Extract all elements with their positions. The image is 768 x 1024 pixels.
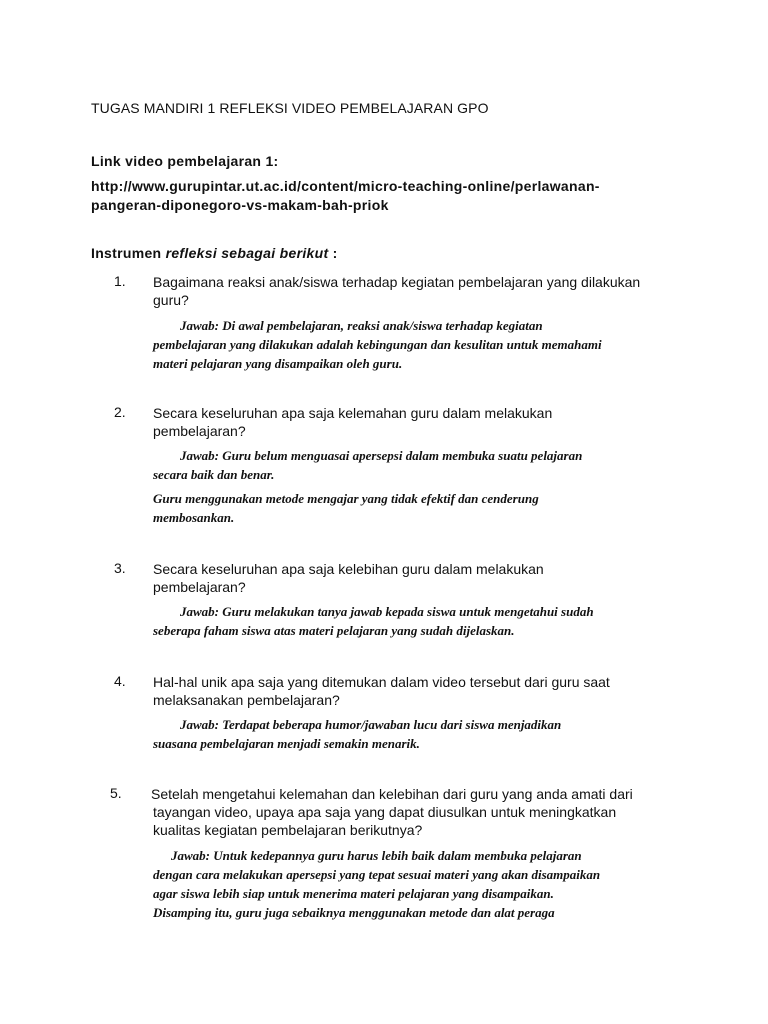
answer-line: Guru menggunakan metode mengajar yang tidak efektif dan cenderung [153,491,539,506]
document-title: TUGAS MANDIRI 1 REFLEKSI VIDEO PEMBELAJARAN GPO [91,100,489,116]
answer-text [153,715,561,753]
question-line: Secara keseluruhan apa saja kelemahan guru dalam melakukan [153,405,553,421]
answer-line: dengan cara melakukan apersepsi yang tepat sesuai materi yang akan disampaikan [153,867,601,882]
question-line: Hal-hal unik apa saja yang ditemukan dalam video tersebut dari guru saat [153,674,610,690]
question-text [153,273,640,309]
question-number: 3. [114,560,126,576]
question-line: kualitas kegiatan pembelajaran berikutnya? [153,822,423,838]
question-line: pembelajaran? [153,579,246,595]
answer-text [153,446,582,484]
question-number: 4. [114,673,126,689]
answer-line: suasana pembelajaran menjadi semakin menarik. [153,736,420,751]
answer-text [153,316,602,373]
answer-text [153,846,600,922]
answer-line: pembelajaran yang dilakukan adalah kebingungan dan kesulitan untuk memahami [153,337,602,352]
instrument-heading [91,245,338,261]
answer-line: membosankan. [153,510,235,525]
question-line: pembelajaran? [153,423,246,439]
video-url-line-1[interactable]: http://www.gurupintar.ut.ac.id/content/micro-teaching-online/perlawanan- [91,178,600,194]
video-url[interactable] [91,177,651,215]
question-line: Setelah mengetahui kelemahan dan kelebihan dari guru yang anda amati dari [151,786,633,802]
answer-line: Jawab: Untuk kedepannya guru harus lebih baik dalam membuka pelajaran [171,848,582,863]
video-url-line-2[interactable]: pangeran-diponegoro-vs-makam-bah-priok [91,197,389,213]
answer-line: Jawab: Guru belum menguasai apersepsi dalam membuka suatu pelajaran [180,448,583,463]
answer-text-continued [153,489,539,527]
question-number: 2. [114,404,126,420]
answer-line: Jawab: Guru melakukan tanya jawab kepada siswa untuk mengetahui sudah [180,604,594,619]
question-number: 5. [110,785,122,801]
question-line: Secara keseluruhan apa saja kelebihan guru dalam melakukan [153,561,544,577]
question-line: melaksanakan pembelajaran? [153,692,340,708]
question-number: 1. [114,273,126,289]
answer-line: secara baik dan benar. [153,467,275,482]
answer-line: Jawab: Terdapat beberapa humor/jawaban lucu dari siswa menjadikan [180,717,562,732]
question-text [153,560,544,596]
question-line: tayangan video, upaya apa saja yang dapat diusulkan untuk meningkatkan [153,804,617,820]
question-line: guru? [153,292,189,308]
answer-line: materi pelajaran yang disampaikan oleh guru. [153,356,403,371]
instrument-suffix: : [328,245,338,261]
instrument-prefix: Instrumen [91,245,166,261]
answer-text [153,602,594,640]
answer-line: Jawab: Di awal pembelajaran, reaksi anak/siswa terhadap kegiatan [180,318,543,333]
answer-line: agar siswa lebih siap untuk menerima materi pelajaran yang disampaikan. [153,886,554,901]
question-text [151,785,633,839]
link-label: Link video pembelajaran 1: [91,153,279,169]
answer-line: Disamping itu, guru juga sebaiknya menggunakan metode dan alat peraga [153,905,555,920]
answer-line: seberapa faham siswa atas materi pelajaran yang sudah dijelaskan. [153,623,515,638]
question-text [153,404,552,440]
question-text [153,673,610,709]
instrument-italic: refleksi sebagai berikut [165,245,329,261]
question-line: Bagaimana reaksi anak/siswa terhadap kegiatan pembelajaran yang dilakukan [153,274,641,290]
